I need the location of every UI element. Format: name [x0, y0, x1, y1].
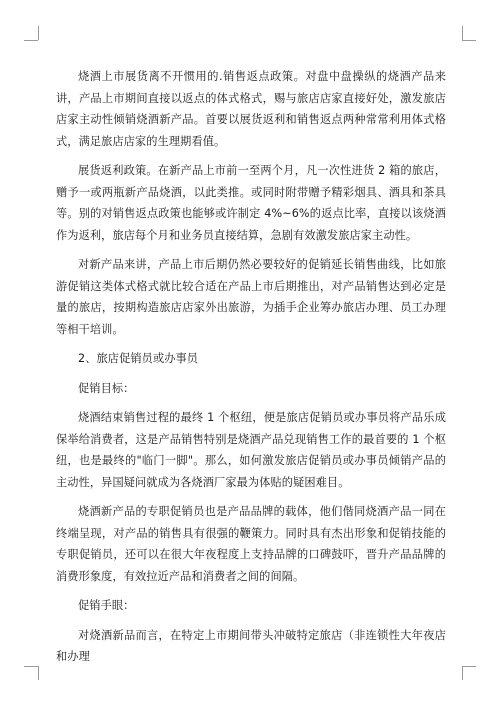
crop-mark-top-right-h — [462, 40, 476, 41]
label-promotion-goal: 促销目标： — [78, 381, 135, 395]
crop-mark-top-left-v — [38, 26, 39, 40]
paragraph-dedicated-promoters: 烧酒新产品的专职促销员也是产品品牌的载体，他们偕同烧酒产品一同在终端呈现，对产品的销售具有很强的鞭策力。同时具有杰出形象和促销技能的专职促销员，还可以在很大年夜程度上支持品牌的口碑鼓吓，晋升产品品牌的消费形象度，有效拉近产品和消费者之间的间隔。 — [56, 505, 446, 583]
paragraph-intro: 烧酒上市展货离不开惯用的.销售返点政策。对盘中盘操纵的烧酒产品来讲，产品上市期间直接以返点的体式格式，赐与旅店店家直接好处，激发旅店店家主动性倾销烧酒新产品。首要以展货返利和销售返点两种常常利用体式格式，满足旅店店家的生理期看值。 — [56, 70, 446, 148]
label-promotion-means: 促销手眼： — [78, 599, 135, 612]
crop-mark-top-right-v — [462, 26, 463, 40]
crop-mark-top-left-h — [24, 40, 38, 41]
crop-mark-bottom-left-h — [24, 666, 38, 667]
section-heading-promoters: 2、旅店促销员或办事员 — [78, 352, 199, 365]
paragraph-final-step: 烧酒结束销售过程的最终 1 个枢纽，便是旅店促销员或办事员将产品乐成保举给消费者，这是产品销售特别是烧酒产品兑现销售工作的最首要的 1 个枢纽，也是最终的"临门一脚"。那么，如何激发旅店促销员或办事员倾销产品的主动性，异国疑问就成为各烧酒厂家最为体贴的疑困难目。 — [56, 411, 446, 489]
crop-mark-bottom-right-v — [462, 666, 463, 680]
paragraph-later-promotion: 对新产品来讲，产品上市后期仍然必要较好的促销延长销售曲线，比如旅游促销这类体式格式就比较合适在产品上市后期推出，对产品销售达到必定是量的旅店，按期构造旅店店家外出旅游，为插手企业筹办旅店办理、员工办理等相干培训。 — [56, 258, 446, 336]
paragraph-new-product-launch: 对烧酒新品而言，在特定上市期间带头冲破特定旅店（非连锁性大年夜店和办理 — [56, 628, 446, 663]
paragraph-display-rebate: 展货返利政策。在新产品上市前一至两个月，凡一次性进货 2 箱的旅店，赠予一或两瓶新产品烧酒，以此类推。或同时附带赠予精彩烟具、酒具和茶具等。别的对销售返点政策也能够或许制定 4%~6%的返点比率，直接以该烧酒作为返利，旅店每个月和业务员直接结算，急剧有效激发旅店家主动性。 — [56, 164, 446, 242]
document-body — [56, 66, 446, 676]
crop-mark-bottom-left-v — [38, 666, 39, 680]
crop-mark-bottom-right-h — [462, 666, 476, 667]
